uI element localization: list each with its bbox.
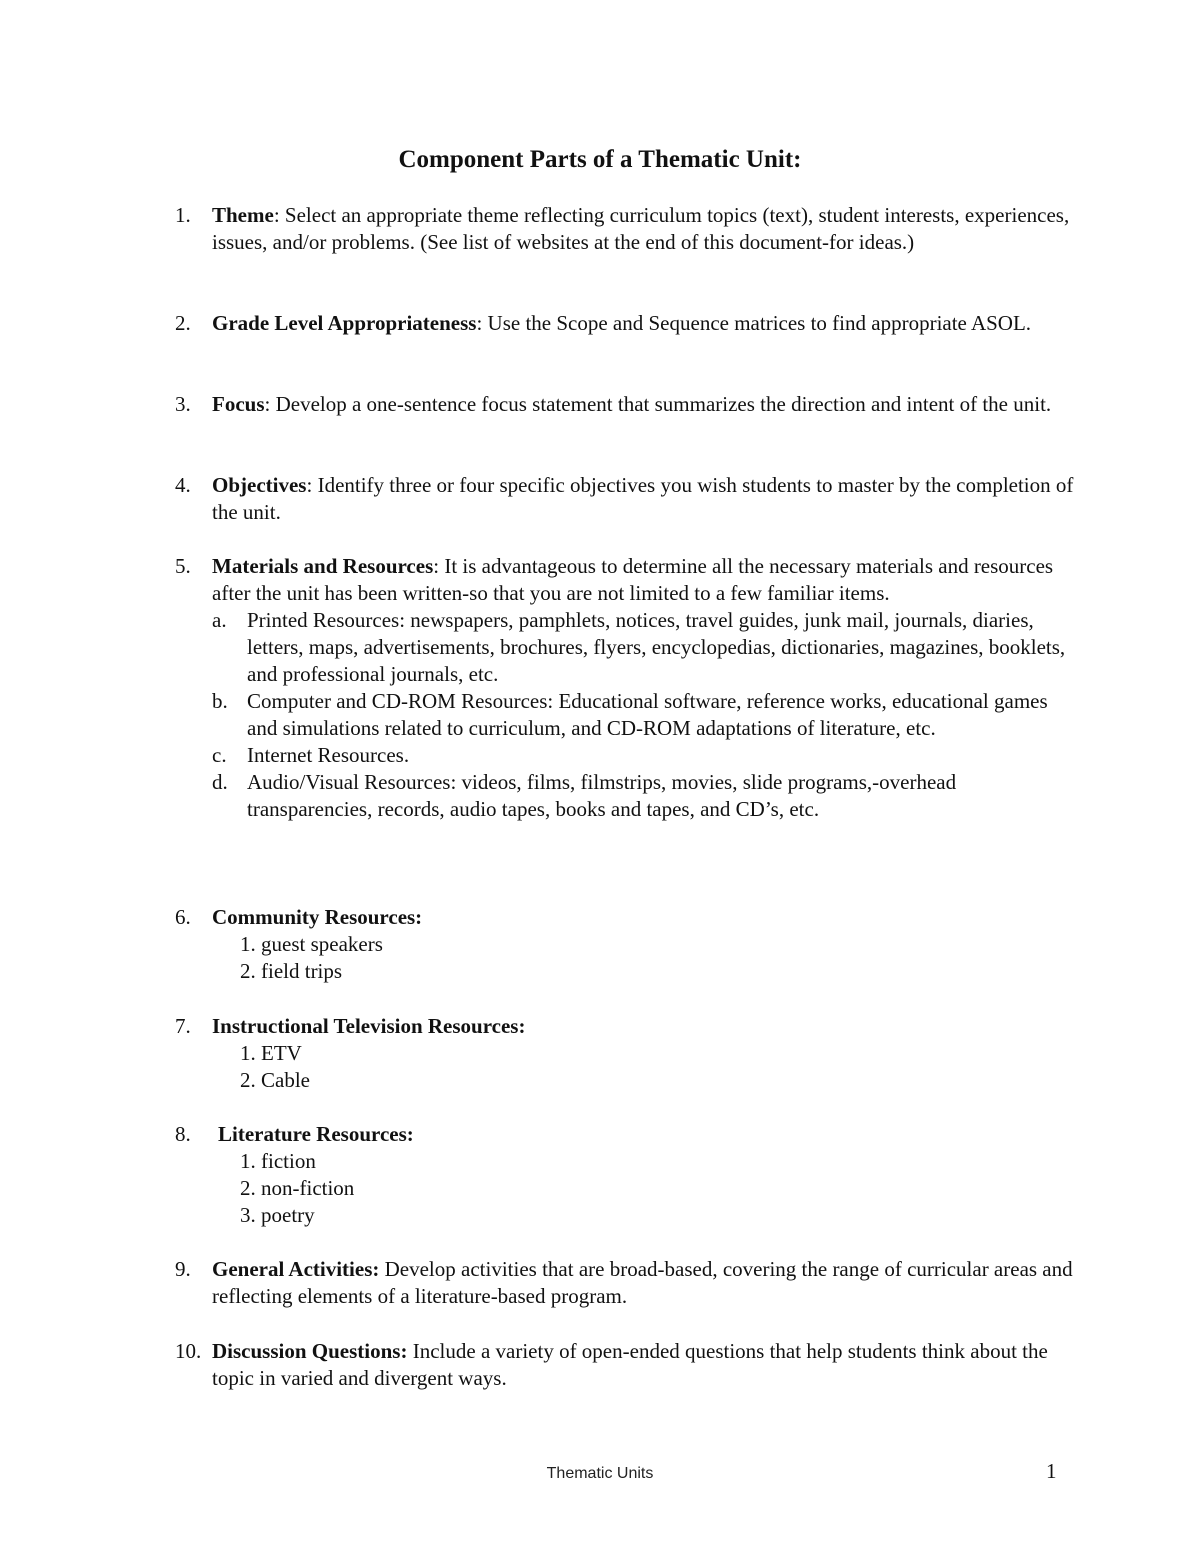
sub-item-text: Computer and CD-ROM Resources: Educational software, reference works, educational games and simulations related to curriculum, and CD-ROM adaptations of literature, etc. — [247, 689, 1048, 740]
item-number: 9. — [175, 1257, 191, 1281]
list-item-activities — [175, 1256, 1075, 1310]
item-text: Develop a one-sentence focus statement that summarizes the direction and intent of the unit. — [270, 392, 1052, 416]
list-item-community — [175, 904, 1075, 985]
sub-list-item: 1. guest speakers — [240, 932, 383, 956]
item-label: Focus — [212, 392, 265, 416]
item-number: 2. — [175, 311, 191, 335]
page-number: 1 — [1046, 1459, 1057, 1483]
sub-item-text: Internet Resources. — [247, 743, 410, 767]
item-number: 8. — [175, 1122, 191, 1146]
item-number: 3. — [175, 392, 191, 416]
item-text: Develop activities that are broad-based, covering the range of curricular areas and reflecting elements of a literature-based program. — [212, 1257, 1073, 1308]
item-number: 1. — [175, 203, 191, 227]
item-label: Theme — [212, 203, 274, 227]
item-text: Include a variety of open-ended questions that help students think about the topic in varied and divergent ways. — [212, 1339, 1048, 1390]
sub-list-item: 2. Cable — [240, 1068, 310, 1092]
item-text: Use the Scope and Sequence matrices to find appropriate ASOL. — [482, 311, 1032, 335]
sub-list-item: 2. non-fiction — [240, 1176, 355, 1200]
item-number: 5. — [175, 554, 191, 578]
sub-list-item: 3. poetry — [240, 1203, 315, 1227]
item-label: Materials and Resources — [212, 554, 434, 578]
sub-item-printed — [212, 607, 1075, 688]
item-label: Instructional Television Resources: — [212, 1014, 526, 1038]
sub-item-letter: a. — [212, 608, 227, 632]
item-label: Literature Resources: — [218, 1122, 414, 1146]
page-title: Component Parts of a Thematic Unit: — [398, 146, 802, 173]
list-item-discussion — [175, 1338, 1075, 1392]
page-footer: Thematic Units — [546, 1465, 654, 1482]
list-item-materials: 5. Materials and Resources: It is advantageous to determine all the necessary materials and resources after the unit has been written-so that you are not limited to a few familiar items. a. Printed Resources: newspapers, pamphlets, notices, travel guides, junk mail, journals, diaries, letters, maps, advertisements, brochures, flyers, encyclopedias, dictionaries, magazines, booklets, and professional journals, etc. b. Computer and CD-ROM Resources: Educational software, reference works, educational games and simulations related to curriculum, and CD-ROM adaptations of literature, etc. c. Internet Resources. d. Audio/Visual Resources: videos, films, filmstrips, movies, slide programs,-overhead transparencies, records, audio tapes, books and tapes, and CD’s, etc. — [175, 553, 1075, 823]
item-label: Grade Level Appropriateness — [212, 311, 477, 335]
sub-list-item: 1. ETV — [240, 1041, 302, 1065]
sub-item-letter: d. — [212, 770, 228, 794]
item-label: Objectives — [212, 473, 307, 497]
list-item-literature — [175, 1121, 1075, 1229]
sub-item-audio-visual — [212, 769, 1075, 823]
item-number: 6. — [175, 905, 191, 929]
item-number: 10. — [175, 1339, 202, 1363]
item-text: Select an appropriate theme reflecting curriculum topics (text), student interests, experiences, issues, and/or problems. (See list of websites at the end of this document-for ideas.) — [212, 203, 1070, 254]
item-text: Identify three or four specific objectives you wish students to master by the completion of the unit. — [212, 473, 1074, 524]
list-item-theme: 1. Theme: Select an appropriate theme reflecting curriculum topics (text), student interests, experiences, issues, and/or problems. (See list of websites at the end of this document-for ideas.) — [175, 203, 1070, 254]
item-label: Community Resources: — [212, 905, 423, 929]
list-item-grade-level: 2. Grade Level Appropriateness: Use the Scope and Sequence matrices to find appropriate ASOL. — [175, 311, 1032, 335]
sub-item-letter: c. — [212, 743, 227, 767]
item-number: 7. — [175, 1014, 191, 1038]
sub-list-item: 1. fiction — [240, 1149, 316, 1173]
sub-item-internet — [212, 742, 1075, 769]
item-number: 4. — [175, 473, 191, 497]
item-text: It is advantageous to determine all the necessary materials and resources after the unit has been written-so that you are not limited to a few familiar items. — [212, 554, 1054, 605]
sub-item-text: Audio/Visual Resources: videos, films, filmstrips, movies, slide programs,-overhead transparencies, records, audio tapes, books and tapes, and CD’s, etc. — [247, 770, 957, 821]
item-label: Discussion Questions: — [212, 1339, 408, 1363]
sub-list-item: 2. field trips — [240, 959, 343, 983]
list-item-objectives: 4. Objectives: Identify three or four specific objectives you wish students to master by the completion of the unit. — [175, 473, 1074, 524]
sub-item-letter: b. — [212, 689, 228, 713]
item-label: General Activities: — [212, 1257, 380, 1281]
list-item-focus: 3. Focus: Develop a one-sentence focus statement that summarizes the direction and intent of the unit. — [175, 392, 1052, 416]
sub-item-computer — [212, 688, 1075, 742]
list-item-television — [175, 1013, 1075, 1094]
sub-item-text: Printed Resources: newspapers, pamphlets, notices, travel guides, junk mail, journals, diaries, letters, maps, advertisements, brochures, flyers, encyclopedias, dictionaries, magazines, booklets, and professional journals, etc. — [247, 608, 1066, 686]
